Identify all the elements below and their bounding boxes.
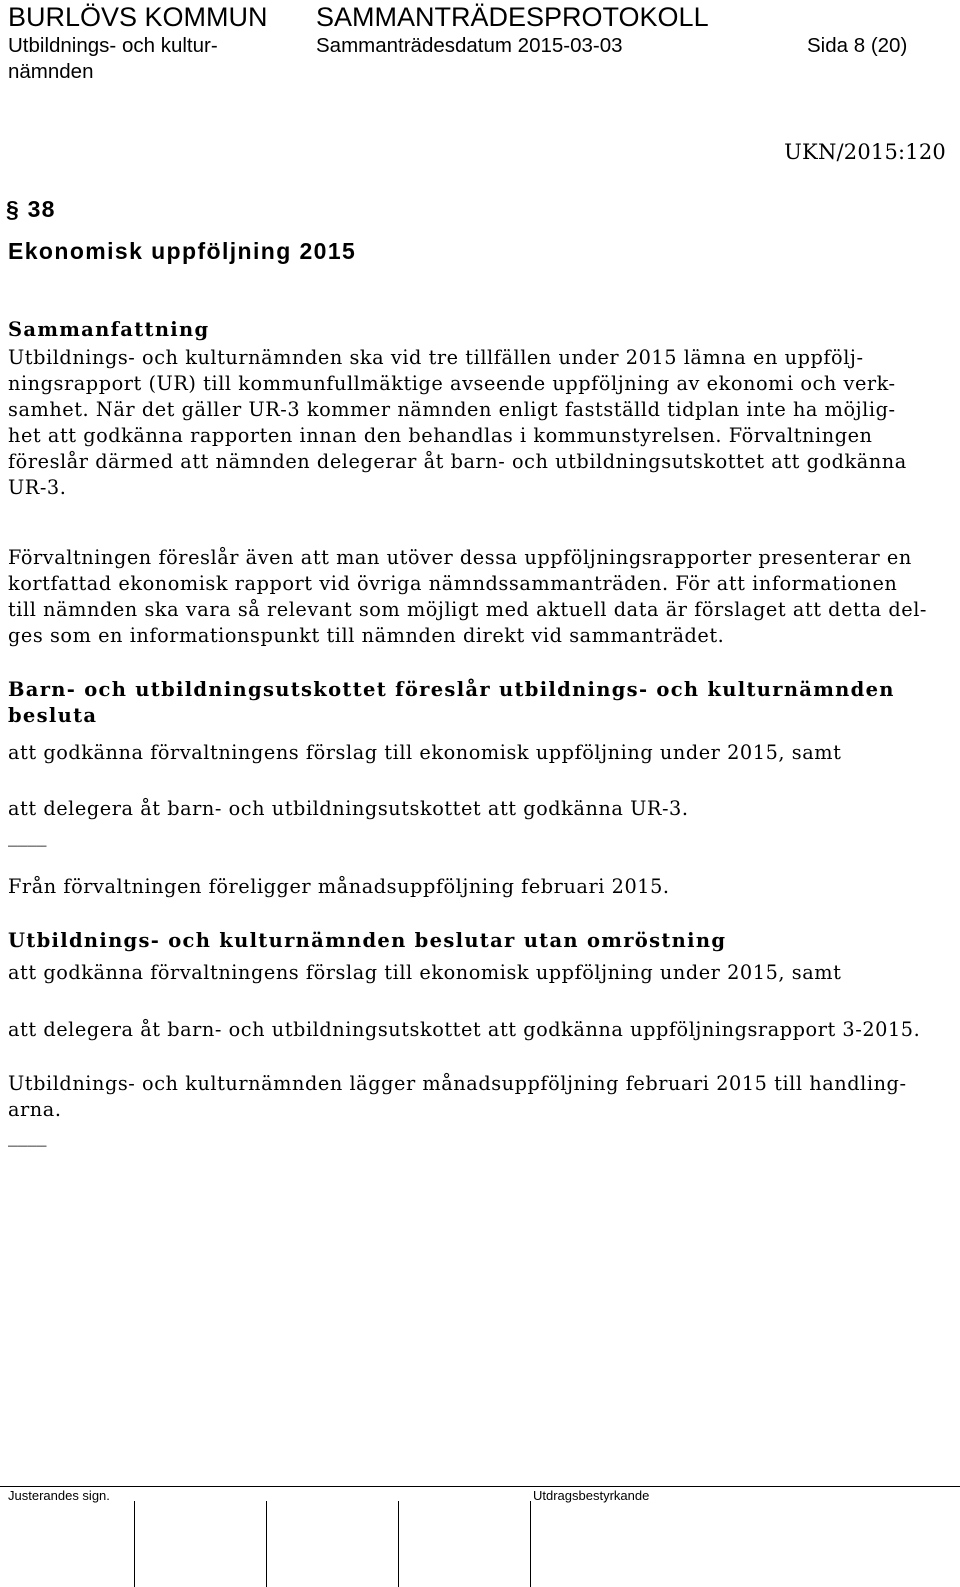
signature-label: Justerandes sign. <box>8 1488 110 1503</box>
signature-box-divider <box>530 1501 531 1587</box>
signature-box-divider <box>266 1501 267 1587</box>
page-number: Sida 8 (20) <box>807 34 908 57</box>
text-line: Utbildnings- och kulturnämnden ska vid tre tillfällen under 2015 lämna en uppfölj- <box>8 346 864 369</box>
document-type: SAMMANTRÄDESPROTOKOLL <box>316 2 709 32</box>
department-name-line1: Utbildnings- och kultur- <box>8 34 218 57</box>
text-line: Barn- och utbildningsutskottet föreslår utbildnings- och kulturnämnden <box>8 678 895 701</box>
summary-heading: Sammanfattning <box>8 318 210 341</box>
municipality-name: BURLÖVS KOMMUN <box>8 2 268 32</box>
summary-paragraph-2 <box>8 545 943 649</box>
department-name-line2: nämnden <box>8 60 94 83</box>
text-line: ges som en informationspunkt till nämnden direkt vid sammanträdet. <box>8 624 725 647</box>
meeting-date: Sammanträdesdatum 2015-03-03 <box>316 34 623 57</box>
decision-heading: Utbildnings- och kulturnämnden beslutar utan omröstning <box>8 929 727 952</box>
page-title: Ekonomisk uppföljning 2015 <box>8 238 357 264</box>
text-line: Utbildnings- och kulturnämnden lägger månadsuppföljning februari 2015 till handling- <box>8 1072 907 1095</box>
separator: ____ <box>8 824 47 847</box>
text-line: UR-3. <box>8 476 67 499</box>
proposal-heading <box>8 677 943 729</box>
text-line: till nämnden ska vara så relevant som möjligt med aktuell data är förslaget att detta del- <box>8 598 927 621</box>
summary-paragraph-1 <box>8 345 943 501</box>
text-line: Förvaltningen föreslår även att man utöver dessa uppföljningsrapporter presenterar en <box>8 546 912 569</box>
decision-item-1: att godkänna förvaltningens förslag till ekonomisk uppföljning under 2015, samt <box>8 961 842 984</box>
decision-item-2: att delegera åt barn- och utbildningsutskottet att godkänna uppföljningsrapport 3-2015. <box>8 1018 921 1041</box>
report-note: Från förvaltningen föreligger månadsuppföljning februari 2015. <box>8 875 670 898</box>
footer-rule <box>0 1486 960 1487</box>
proposal-item-1: att godkänna förvaltningens förslag till ekonomisk uppföljning under 2015, samt <box>8 741 842 764</box>
section-number: § 38 <box>6 196 56 222</box>
decision-item-3 <box>8 1071 943 1123</box>
signature-box-divider <box>398 1501 399 1587</box>
text-line: samhet. När det gäller UR-3 kommer nämnden enligt fastställd tidplan inte ha möjlig- <box>8 398 896 421</box>
extract-label: Utdragsbestyrkande <box>533 1488 650 1503</box>
signature-box-divider <box>134 1501 135 1587</box>
text-line: kortfattad ekonomisk rapport vid övriga nämndssammanträden. För att informationen <box>8 572 898 595</box>
proposal-item-2: att delegera åt barn- och utbildningsutskottet att godkänna UR-3. <box>8 797 689 820</box>
case-number: UKN/2015:120 <box>784 140 946 164</box>
text-line: ningsrapport (UR) till kommunfullmäktige avseende uppföljning av ekonomi och verk- <box>8 372 896 395</box>
text-line: arna. <box>8 1098 62 1121</box>
text-line: besluta <box>8 704 98 727</box>
text-line: föreslår därmed att nämnden delegerar åt barn- och utbildningsutskottet att godkänna <box>8 450 907 473</box>
text-line: het att godkänna rapporten innan den behandlas i kommunstyrelsen. Förvaltningen <box>8 424 873 447</box>
separator: ____ <box>8 1124 47 1147</box>
